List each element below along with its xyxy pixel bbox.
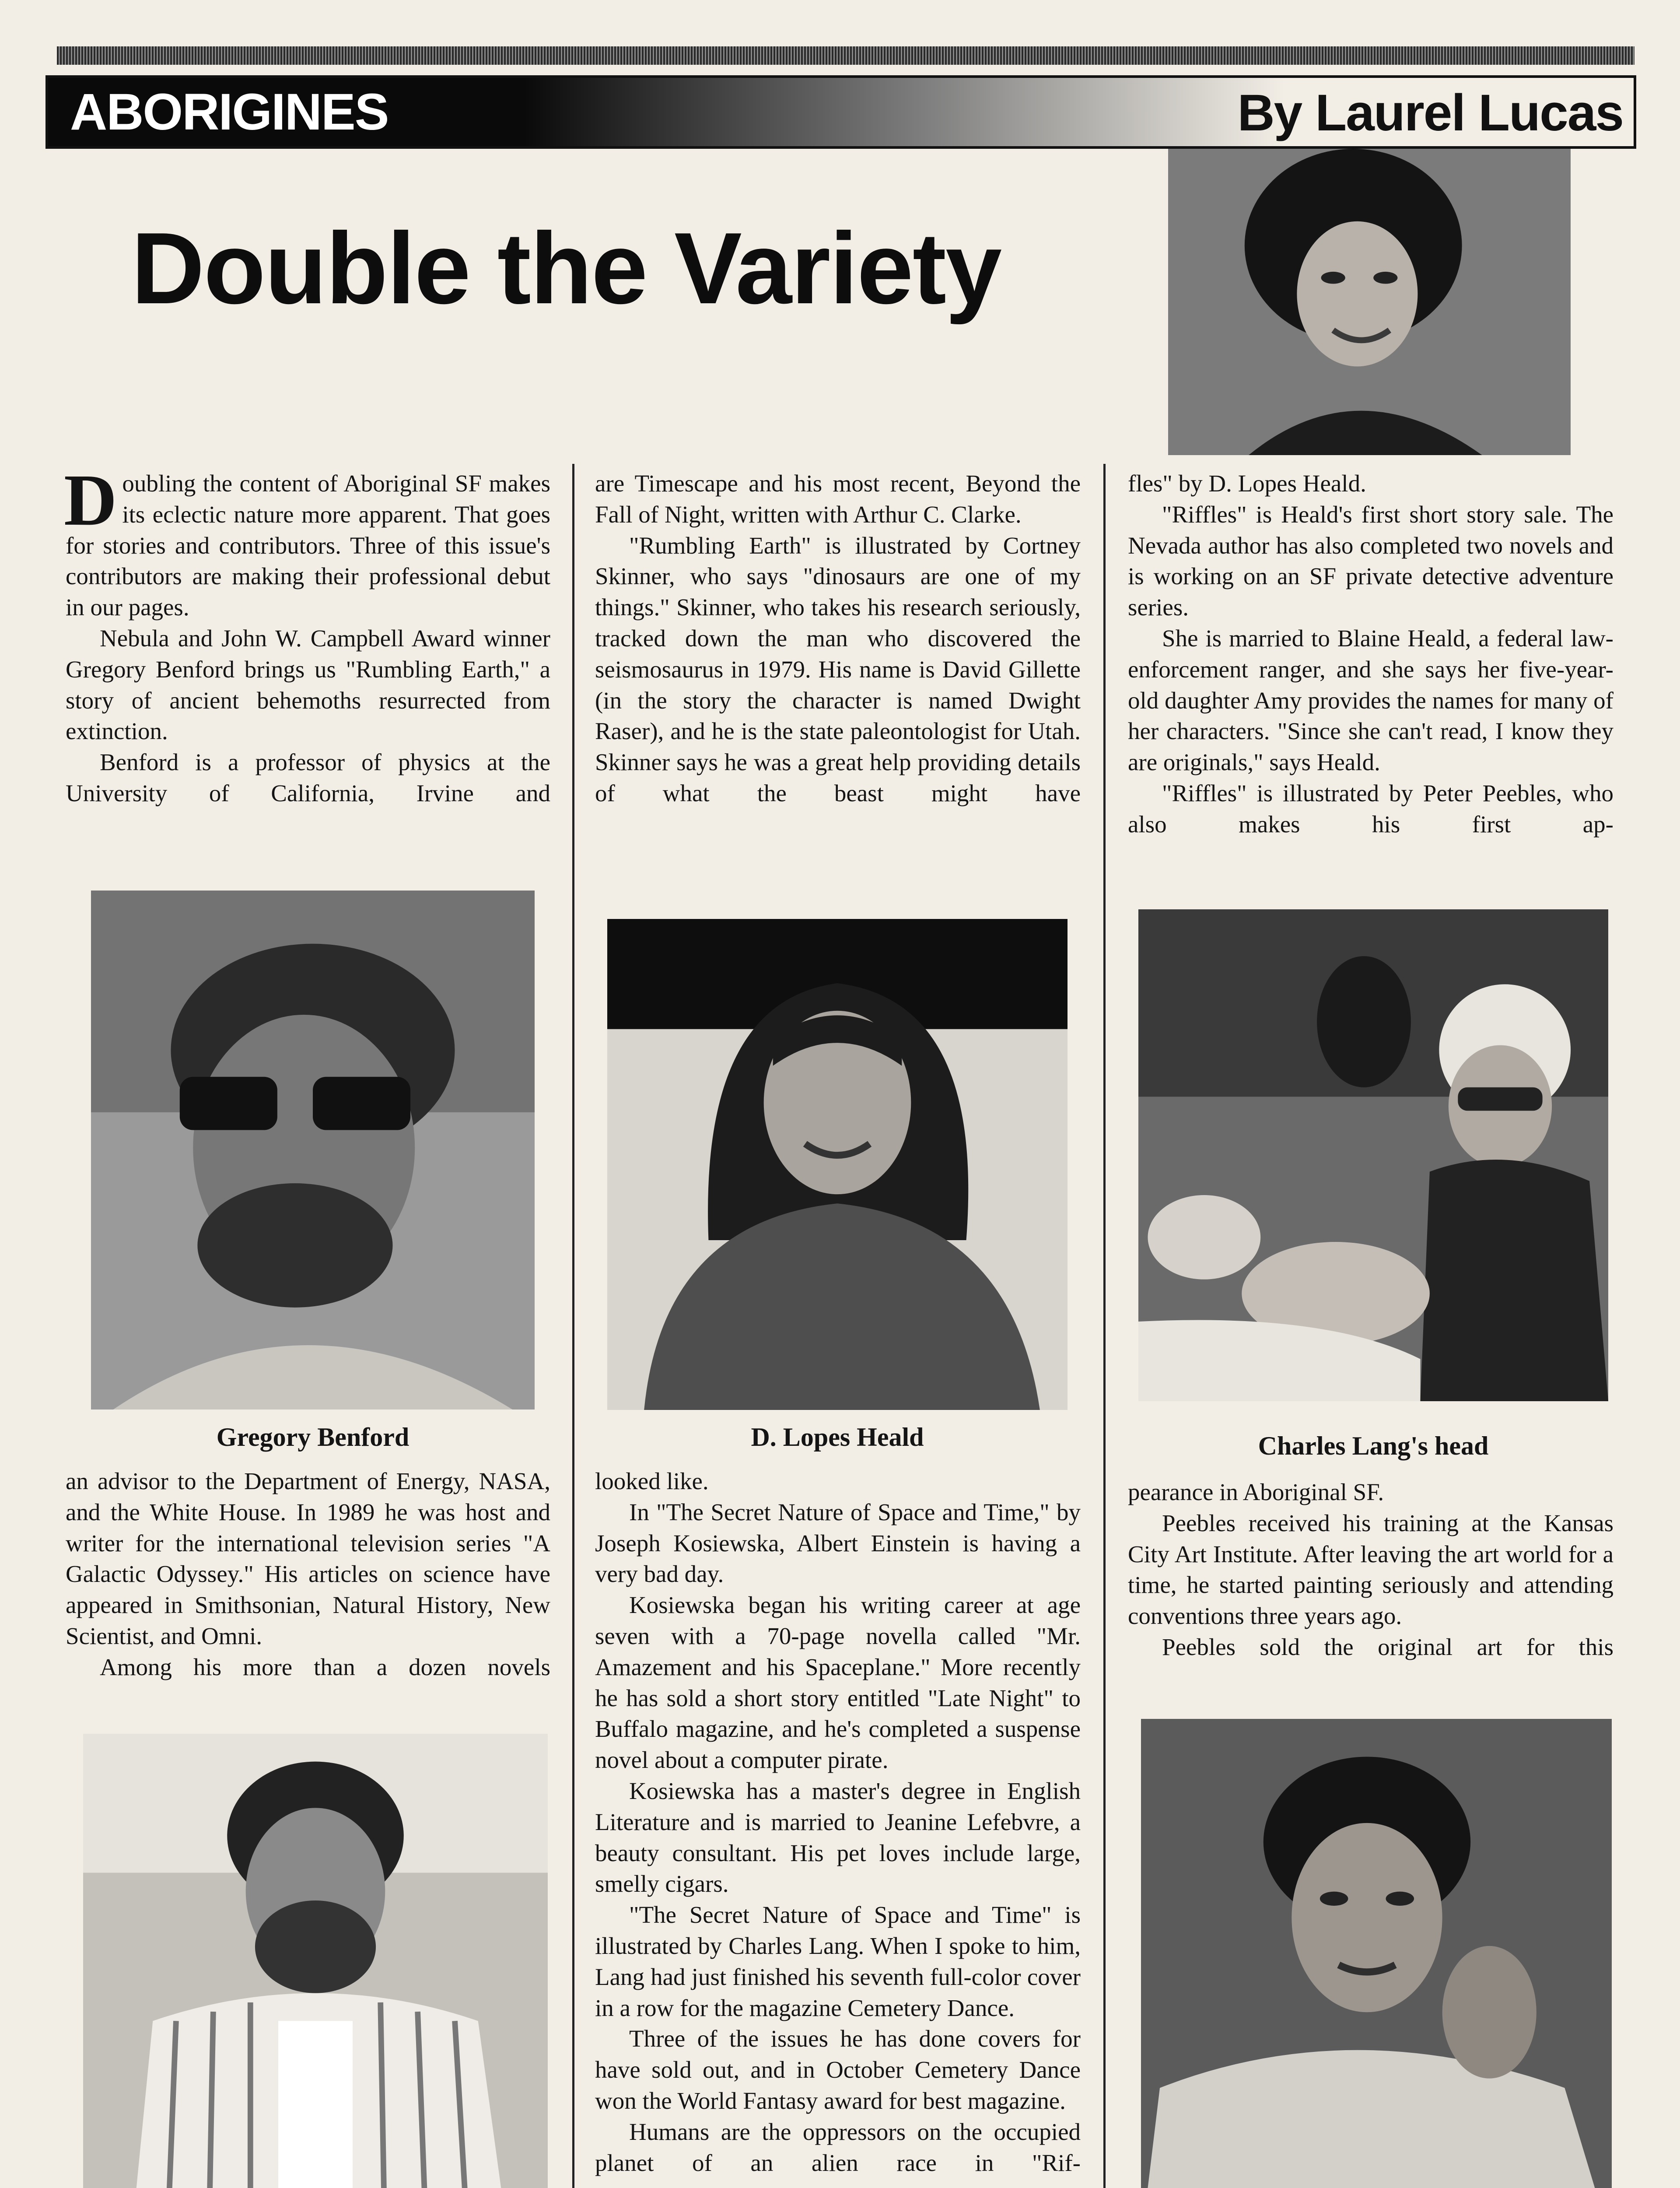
paragraph: Kosiewska began his writing career at age seven with a 70-page novella called "Mr. Amazement and his Spaceplane." More recently he has sold a short story entitled "Late Night" to Buffalo magazine, and he's completed a suspense novel about a computer pirate.: [595, 1592, 1081, 1774]
byline: By Laurel Lucas: [1237, 84, 1623, 142]
column-2-top: [595, 468, 1081, 809]
top-rule: [57, 46, 1634, 65]
paragraph: Peebles sold the original art for this: [1162, 1633, 1614, 1660]
russo-portrait-photo: [1141, 1719, 1612, 2188]
heald-snapshot-photo: [607, 919, 1068, 1410]
paragraph: Humans are the oppressors on the occupied planet of an alien race in "Rif-: [595, 2118, 1081, 2176]
column-rule: [572, 464, 574, 2188]
paragraph: Nebula and John W. Campbell Award winner Gregory Benford brings us "Rumbling Earth," a story of ancient behemoths resurrected from extinction.: [66, 624, 550, 745]
paragraph: pearance in Aboriginal SF.: [1128, 1479, 1384, 1505]
column-2-bottom: [595, 1466, 1081, 2178]
paragraph: Benford is a professor of physics at the University of California, Irvine and: [66, 749, 550, 806]
paragraph: Kosiewska has a master's degree in English Literature and is married to Jeanine Lefebvre, a beauty consultant. His pet loves include large, smelly cigars.: [595, 1777, 1081, 1897]
paragraph: are Timescape and his most recent, Beyond the Fall of Night, written with Arthur C. Clarke.: [595, 470, 1081, 528]
paragraph: Doubling the content of Aboriginal SF makes its eclectic nature more apparent. That goes for stories and contributors. Three of this issue's contributors are making their professional debut in our pages.: [64, 459, 550, 621]
benford-portrait-photo: [91, 891, 535, 1410]
paragraph: "The Secret Nature of Space and Time" is illustrated by Charles Lang. When I spoke to him, Lang had just finished his seventh full-color cover in a row for the magazine Cemetery Dance.: [595, 1901, 1081, 2021]
heald-portrait-photo: [1168, 149, 1571, 455]
drop-cap: D: [64, 459, 117, 541]
paragraph: Three of the issues he has done covers for have sold out, and in October Cemetery Dance won the World Fantasy award for best magazine.: [595, 2025, 1081, 2114]
caption-gregory-benford: Gregory Benford: [216, 1423, 410, 1452]
column-3-middle: [1128, 1477, 1614, 1663]
paragraph: Among his more than a dozen novels: [100, 1653, 550, 1680]
column-1-top: [64, 459, 550, 809]
caption-charles-lang-head: Charles Lang's head: [1258, 1431, 1489, 1460]
paragraph: "Riffles" is Heald's first short story sale. The Nevada author has also completed two novels and is working on an SF private detective adventure series.: [1128, 501, 1614, 621]
kosiewska-portrait-photo: [83, 1734, 548, 2188]
column-1-middle: [66, 1466, 550, 1683]
paragraph: fles" by D. Lopes Heald.: [1128, 470, 1366, 497]
lang-illustration-photo: [1138, 909, 1608, 1401]
paragraph: In "The Secret Nature of Space and Time," by Joseph Kosiewska, Albert Einstein is having a very bad day.: [595, 1498, 1081, 1588]
paragraph: an advisor to the Department of Energy, NASA, and the White House. In 1989 he was host and writer for the international television series "A Galactic Odyssey." His articles on science have appeared in Smithsonian, Natural History, New Scientist, and Omni.: [66, 1468, 550, 1649]
paragraph: "Riffles" is illustrated by Peter Peebles, who also makes his first ap-: [1128, 779, 1614, 838]
paragraph: She is married to Blaine Heald, a federal law-enforcement ranger, and she says her five-year-old daughter Amy provides the names for many of her characters. "Since she can't read, I know they are originals," says Heald.: [1128, 624, 1614, 776]
article-headline: Double the Variety: [131, 212, 1001, 325]
paragraph: Peebles received his training at the Kansas City Art Institute. After leaving the art world for a time, he started painting seriously and attending conventions three years ago.: [1128, 1509, 1614, 1630]
paragraph: "Rumbling Earth" is illustrated by Cortney Skinner, who says "dinosaurs are one of my things." Skinner, who takes his research seriously, tracked down the man who discovered the seismosaurus in 1979. His name is David Gillette (in the story the character is named Dwight Raser), and he is the state paleontologist for Utah. Skinner says he was a great help providing details of what the beast might have: [595, 532, 1081, 806]
caption-d-lopes-heald: D. Lopes Heald: [751, 1423, 924, 1452]
column-rule: [1103, 464, 1106, 2188]
section-label: ABORIGINES: [70, 83, 388, 141]
column-3-top: [1128, 468, 1614, 840]
paragraph: looked like.: [595, 1468, 709, 1494]
